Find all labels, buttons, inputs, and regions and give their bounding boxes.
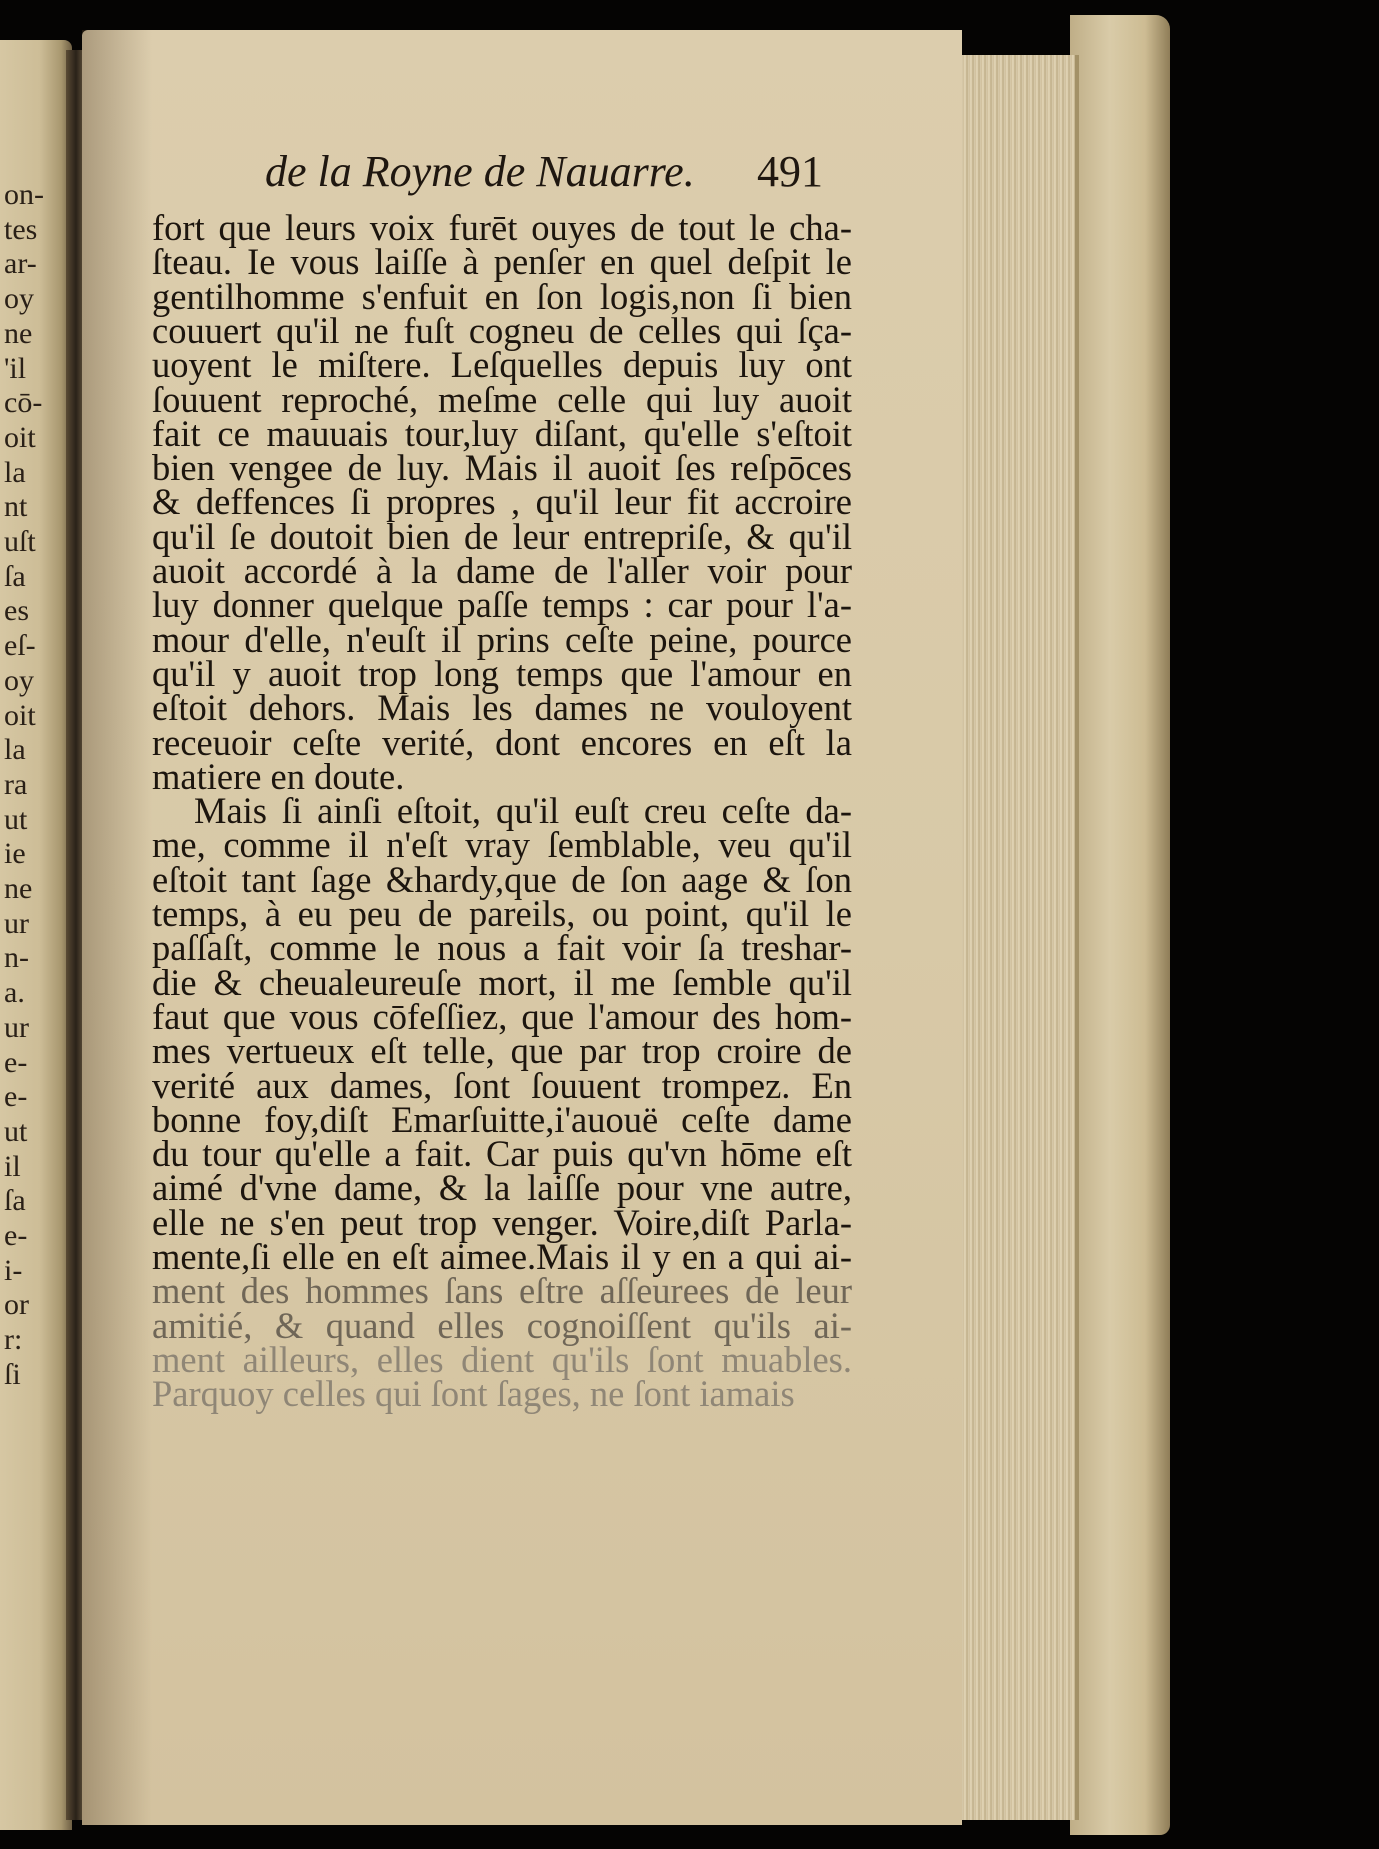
left-page-fragment: oit	[4, 698, 36, 732]
left-page-fragment: e-	[4, 1080, 28, 1114]
text-line: ment ailleurs, elles dient qu'ils ſont muables.	[152, 1338, 852, 1380]
left-page-fragment: uſt	[4, 525, 36, 558]
vellum-cover-edge	[1070, 15, 1170, 1835]
text-line: fait ce mauuais tour,luy diſant, qu'elle s'eſtoit	[152, 412, 852, 454]
text-line: ſouuent reproché, meſme celle qui luy auoit	[152, 378, 852, 420]
text-line: paſſaſt, comme le nous a fait voir ſa treshar-	[152, 927, 852, 969]
text-line: me, comme il n'eſt vray ſemblable, veu qu'il	[152, 824, 852, 866]
text-line: bonne foy,diſt Emarſuitte,i'auouë ceſte dame	[152, 1098, 852, 1140]
text-line: qu'il y auoit trop long temps que l'amour en	[152, 652, 852, 694]
text-line: amitié, & quand elles cognoiſſent qu'ils ai-	[152, 1304, 852, 1346]
left-page-fragment: ut	[4, 1114, 28, 1148]
text-line: auoit accordé à la dame de l'aller voir pour	[152, 550, 852, 591]
left-page-fragment: ut	[4, 802, 28, 836]
page-block-edges	[945, 55, 1079, 1820]
text-line: fort que leurs voix furēt ouyes de tout le cha-	[152, 207, 852, 248]
text-line: mes vertueux eſt telle, que par trop croire de	[152, 1030, 852, 1072]
left-page-fragment: oy	[4, 282, 34, 316]
text-line: eſtoit tant ſage &hardy,que de ſon aage & ſon	[152, 858, 852, 900]
running-head: de la Royne de Nauarre.	[265, 147, 695, 196]
text-line: mour d'elle, n'euſt il prins ceſte peine, pource	[152, 618, 852, 660]
left-page-fragment: ſa	[4, 559, 26, 593]
left-page-fragment: ar-	[4, 247, 37, 281]
text-line: verité aux dames, ſont ſouuent trompez. En	[152, 1064, 852, 1106]
text-line: temps, à eu peu de pareils, ou point, qu'il le	[152, 893, 852, 934]
text-line: ſteau. Ie vous laiſſe à penſer en quel deſpit le	[152, 241, 852, 283]
left-page-fragment: ie	[4, 837, 26, 871]
left-page-fragment: ne	[4, 316, 33, 350]
left-page-fragment: cō-	[4, 386, 43, 420]
gutter-shadow	[82, 30, 152, 1825]
text-line: elle ne s'en peut trop venger. Voire,diſt Parla-	[152, 1201, 852, 1243]
left-page-fragment: e-	[4, 1219, 28, 1252]
left-page-fragment: nt	[4, 490, 28, 524]
left-page-fragment: e-	[4, 1045, 28, 1079]
text-line: gentilhomme s'enfuit en ſon logis,non ſi bien	[152, 275, 852, 317]
text-line: faut que vous cōfeſſiez, que l'amour des hom-	[152, 995, 852, 1037]
left-page-fragment: i-	[4, 1253, 23, 1287]
left-page-fragment: ur	[4, 906, 29, 940]
left-page-fragment: oit	[4, 420, 36, 454]
left-page-fragment: oy	[4, 663, 34, 697]
left-page-fragment: la	[4, 455, 26, 489]
text-line: uoyent le miſtere. Leſquelles depuis luy ont	[152, 344, 852, 386]
text-line: eſtoit dehors. Mais les dames ne vouloyent	[152, 687, 852, 729]
left-page-fragment: eſ-	[4, 629, 36, 663]
text-line: couuert qu'il ne fuſt cogneu de celles qui ſça-	[152, 309, 852, 351]
text-line: die & cheualeureuſe mort, il me ſemble qu'il	[152, 961, 852, 1003]
left-page-fragment: ſa	[4, 1184, 26, 1218]
left-page-fragment: n-	[4, 941, 29, 975]
left-page-fragment: es	[4, 594, 29, 628]
left-page-fragment: ſi	[4, 1357, 21, 1391]
left-page-fragment: il	[4, 1149, 21, 1183]
text-line: qu'il ſe doutoit bien de leur entrepriſe, & qu'il	[152, 515, 852, 557]
text-line: ment des hommes ſans eſtre aſſeurees de leur	[152, 1270, 852, 1312]
text-line: & deffences ſi propres , qu'il leur fit accroire	[152, 481, 852, 523]
left-page-fragment: ur	[4, 1010, 29, 1044]
left-page-fragment: ra	[4, 767, 28, 801]
left-page-fragment: 'il	[4, 351, 27, 385]
text-line: matiere en doute.	[152, 755, 405, 797]
left-page-fragment: on-	[4, 178, 44, 211]
text-line: luy donner quelque paſſe temps : car pour l'a-	[152, 584, 852, 626]
text-line: aimé d'vne dame, & la laiſſe pour vne autre,	[152, 1167, 852, 1209]
left-page-fragment: ne	[4, 872, 33, 905]
text-line: mente,ſi elle en eſt aimee.Mais il y en a qui ai-	[152, 1236, 852, 1277]
text-line: Parquoy celles qui ſont ſages, ne ſont iamais	[152, 1373, 795, 1415]
text-line: receuoir ceſte verité, dont encores en eſt la	[152, 721, 852, 763]
text-line: bien vengee de luy. Mais il auoit ſes reſpōces	[152, 447, 852, 489]
text-line: Mais ſi ainſi eſtoit, qu'il euſt creu ceſte da-	[194, 790, 852, 832]
left-page-fragment: la	[4, 733, 26, 767]
left-page-fragment: r:	[4, 1323, 23, 1357]
left-page-fragment: or	[4, 1288, 29, 1322]
page-number: 491	[757, 147, 823, 196]
left-page-fragment: tes	[4, 212, 38, 246]
left-page	[0, 40, 72, 1830]
text-line: du tour qu'elle a fait. Car puis qu'vn hōme eſt	[152, 1133, 852, 1175]
left-page-fragment: a.	[4, 976, 25, 1010]
